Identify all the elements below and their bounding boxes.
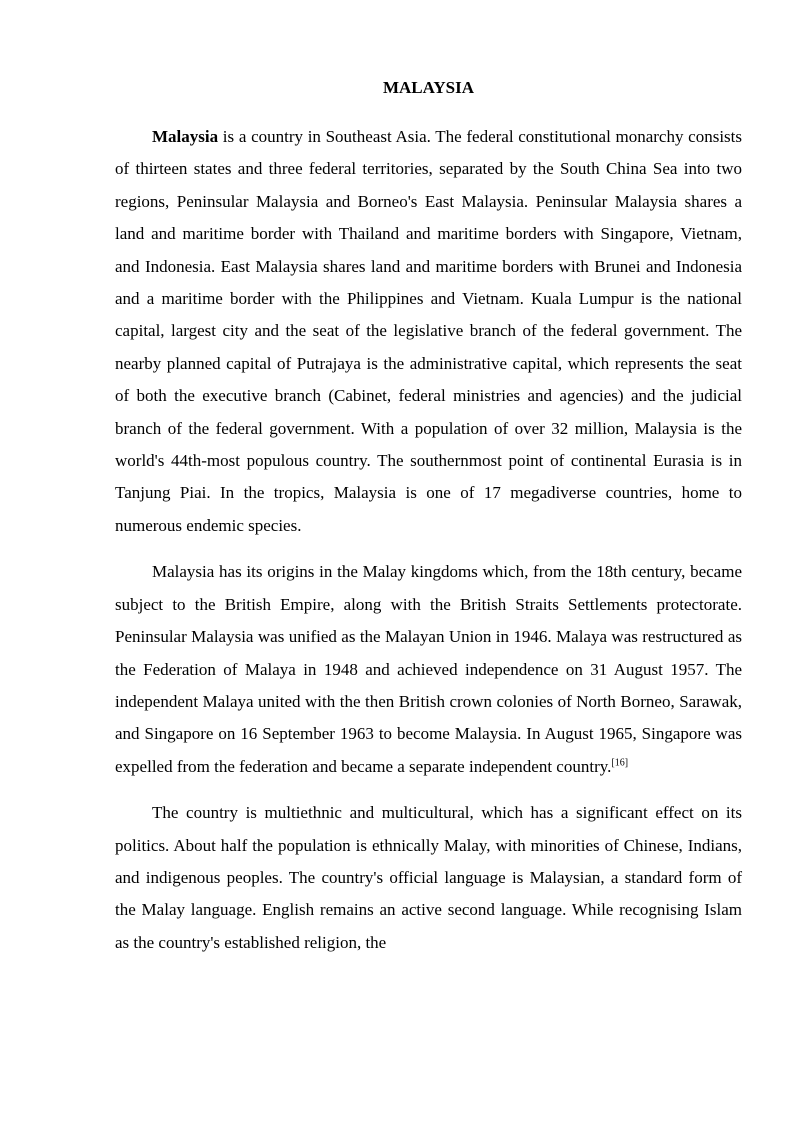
paragraph-1-text: is a country in Southeast Asia. The federal constitutional monarchy consists of thirteen states and three federal territories, separated by the South China Sea into two regions, Peninsular Malaysia and Borneo's East Malaysia. Peninsular Malaysia shares a land and maritime border with Thailand and maritime borders with Singapore, Vietnam, and Indonesia. East Malaysia shares land and maritime borders with Brunei and Indonesia and a maritime border with the Philippines and Vietnam. Kuala Lumpur is the national capital, largest city and the seat of the legislative branch of the federal government. The nearby planned capital of Putrajaya is the administrative capital, which represents the seat of both the executive branch (Cabinet, federal ministries and agencies) and the judicial branch of the federal government. With a population of over 32 million, Malaysia is the world's 44th-most populous country. The southernmost point of continental Eurasia is in Tanjung Piai. In the tropics, Malaysia is one of 17 megadiverse countries, home to numerous endemic species. bbox=[115, 127, 742, 535]
paragraph-3 bbox=[115, 797, 742, 959]
document-body bbox=[115, 121, 742, 973]
paragraph-2 bbox=[115, 556, 742, 783]
paragraph-3-text: The country is multiethnic and multicultural, which has a significant effect on its politics. About half the population is ethnically Malay, with minorities of Chinese, Indians, and indigenous peoples. The country's official language is Malaysian, a standard form of the Malay language. English remains an active second language. While recognising Islam as the country's established religion, the bbox=[115, 803, 742, 952]
paragraph-1-lead: Malaysia bbox=[152, 127, 219, 146]
paragraph-2-text: Malaysia has its origins in the Malay kingdoms which, from the 18th century, became subject to the British Empire, along with the British Straits Settlements protectorate. Peninsular Malaysia was unified as the Malayan Union in 1946. Malaya was restructured as the Federation of Malaya in 1948 and achieved independence on 31 August 1957. The independent Malaya united with the then British crown colonies of North Borneo, Sarawak, and Singapore on 16 September 1963 to become Malaysia. In August 1965, Singapore was expelled from the federation and became a separate independent country. bbox=[115, 562, 742, 776]
document-title: MALAYSIA bbox=[382, 78, 474, 97]
footnote-reference[interactable]: [16] bbox=[611, 757, 629, 769]
paragraph-1 bbox=[115, 121, 742, 542]
